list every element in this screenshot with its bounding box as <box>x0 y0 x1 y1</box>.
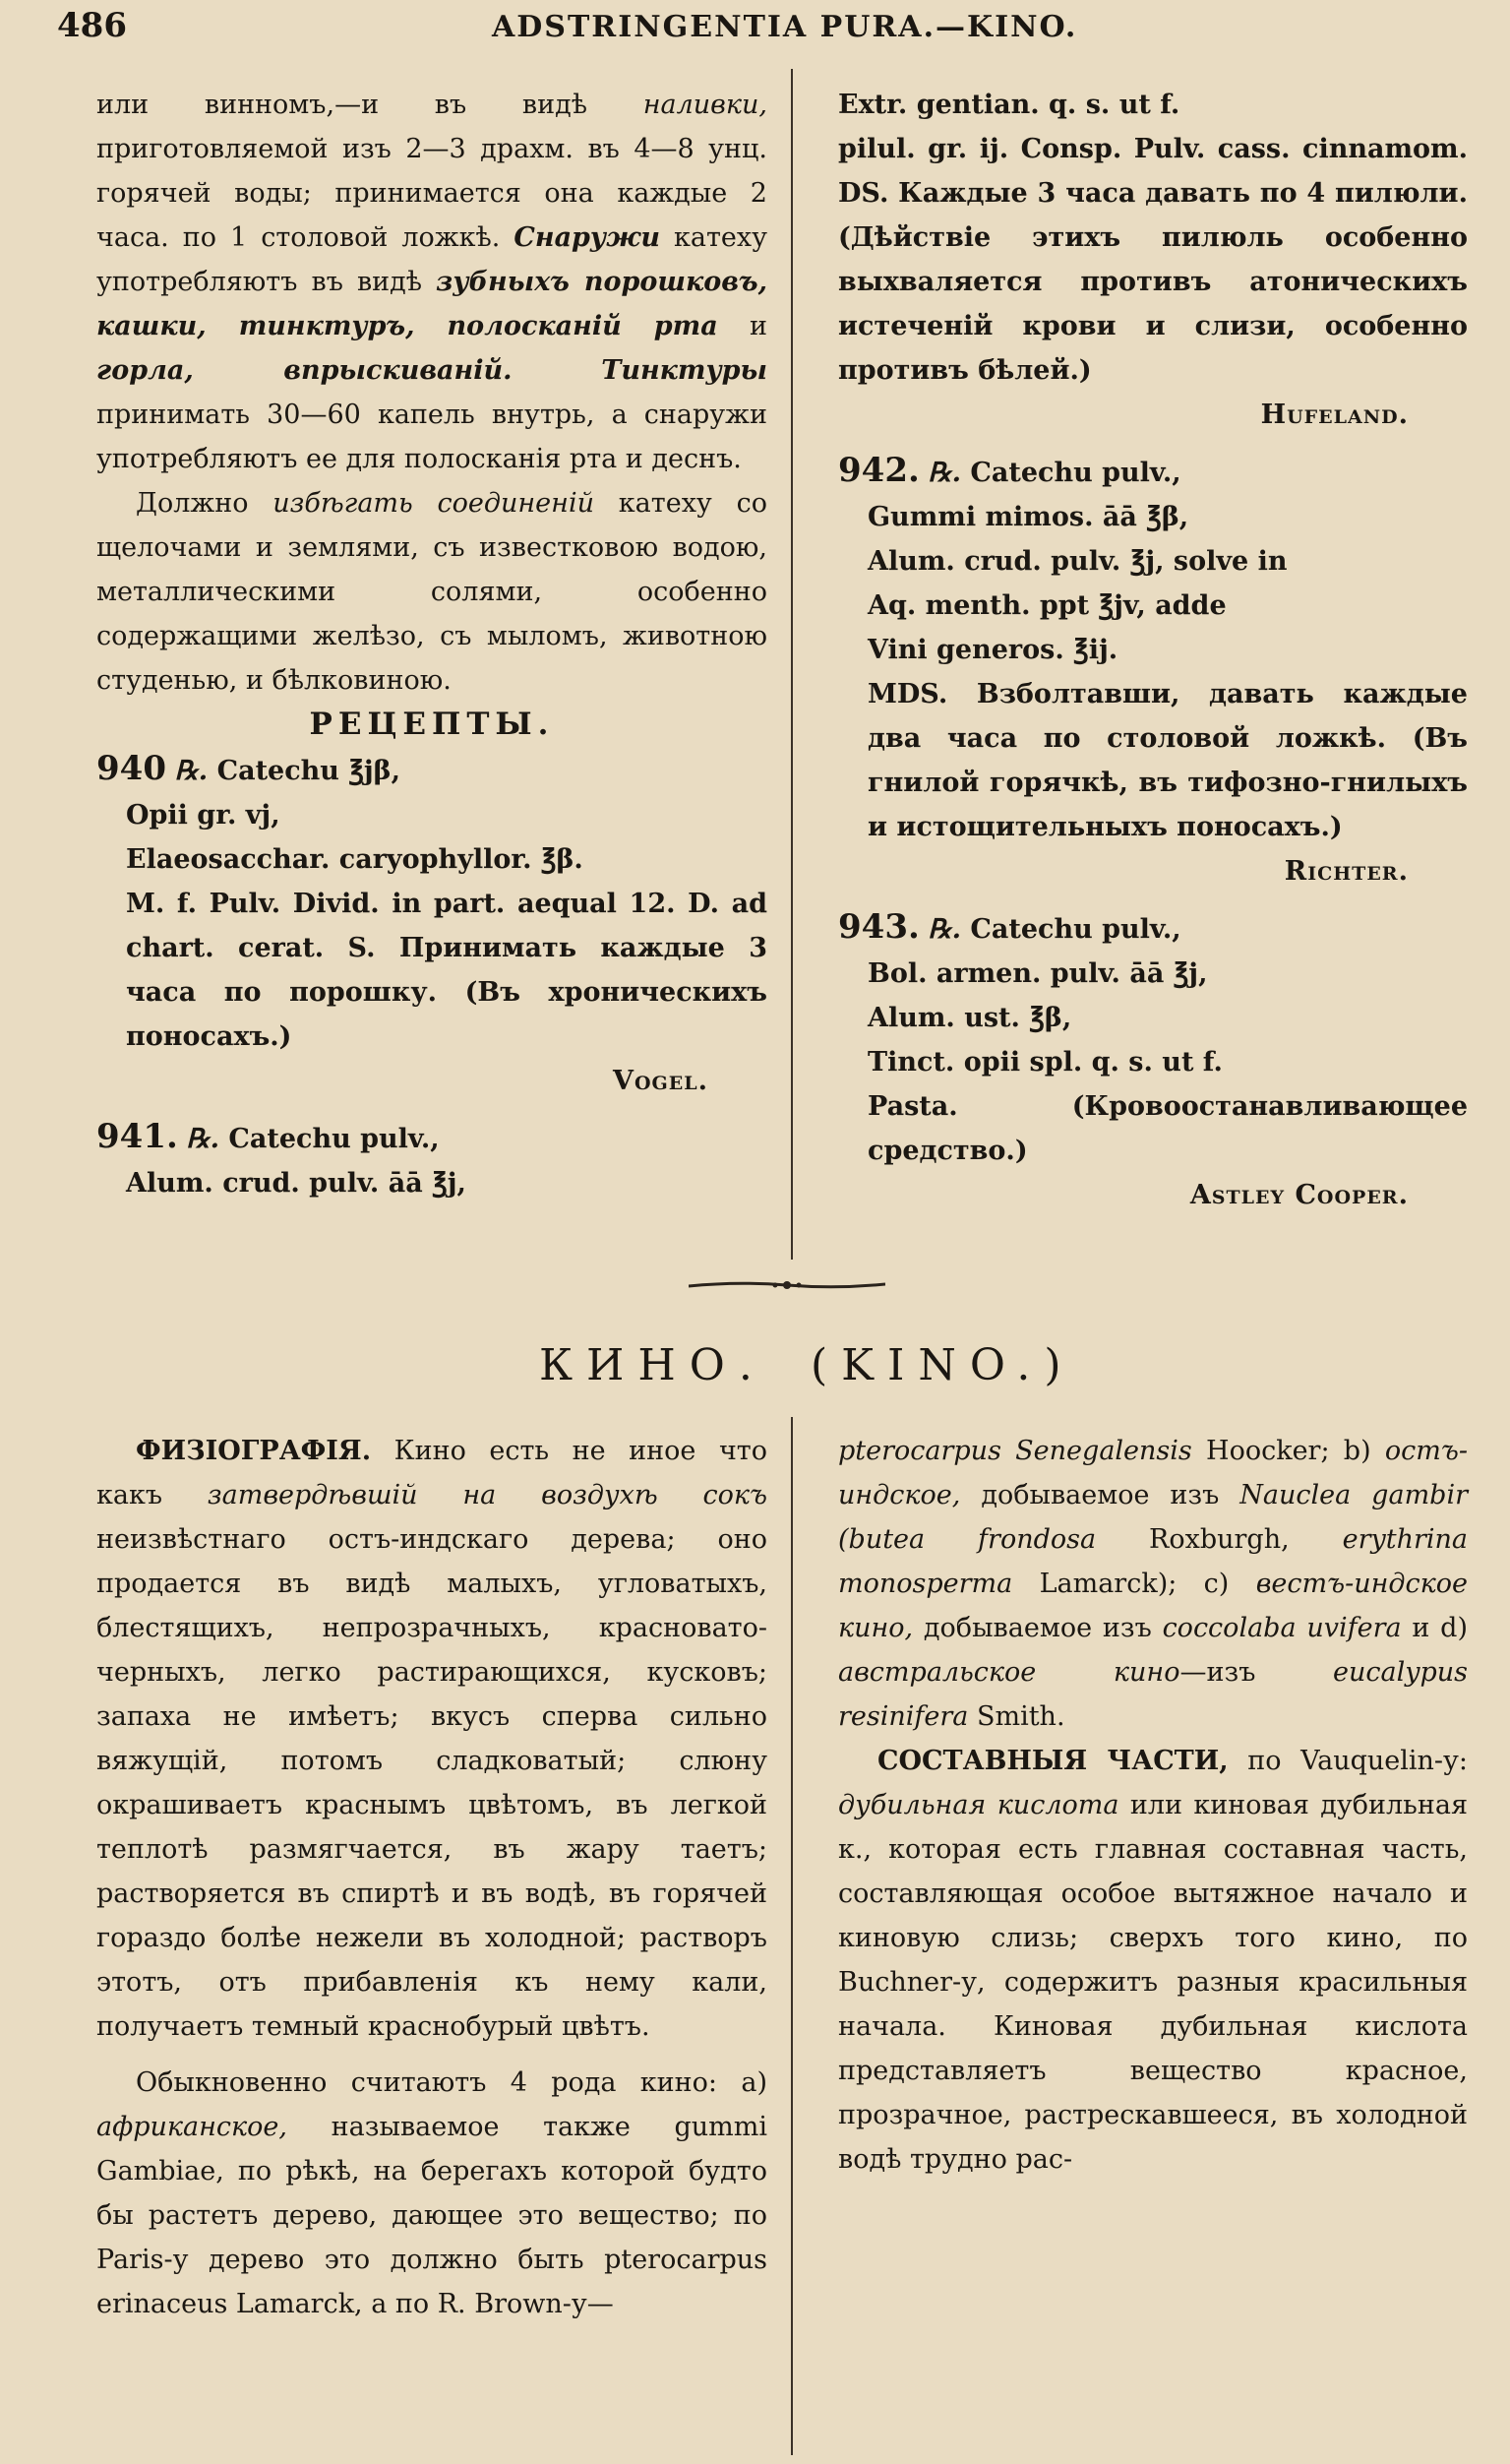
column-divider <box>791 1417 793 2455</box>
ornament-divider-icon <box>689 1277 885 1293</box>
recipe-line: pilul. gr. ij. Consp. Pulv. cass. cinnamom. DS. Каждые 3 часа давать по 4 пилюли. (Дѣйствіе этихъ пилюль особенно выхваляется противъ атоническихъ истеченій крови и слизи, особенно противъ бѣлей.) <box>838 134 1468 386</box>
recipe-941 <box>96 1115 767 1205</box>
text-run: или винномъ,—и въ видѣ <box>96 90 643 120</box>
recipe-line: Extr. gentian. q. s. ut f. <box>838 90 1180 120</box>
paragraph-avoid <box>96 481 767 703</box>
text-run: катеху со щелочами и землями, съ известковою водою, металлическими солями, особенно содержащими желѣзо, съ мыломъ, животною студенью, и бѣлковиною. <box>96 488 767 696</box>
rx-symbol-icon: ℞. <box>174 756 209 786</box>
italic-run: африканское, <box>96 2112 287 2142</box>
italic-run: erythrina monosperma <box>838 1524 1468 1599</box>
rx-symbol-icon: ℞. <box>928 914 962 945</box>
text-run: добываемое изъ <box>960 1480 1240 1510</box>
italic-run: дубильная кислота <box>838 1790 1119 1820</box>
physiography-label: ФИЗІОГРАФІЯ. <box>136 1436 372 1466</box>
running-head: ADSTRINGENTIA PURA.—KINO. <box>492 10 1078 44</box>
recipe-number: 941. <box>96 1117 178 1156</box>
text-run: —изъ <box>1179 1657 1333 1688</box>
text-run <box>513 355 602 386</box>
recipe-number: 943. <box>838 907 920 947</box>
italic-run: Снаружи <box>513 222 660 253</box>
italic-run: вестъ-индское кино, <box>838 1569 1468 1643</box>
recipe-line: Vini generos. ℥ij. <box>868 635 1118 665</box>
paragraph-kinds <box>96 2061 767 2326</box>
recipe-number: 942. <box>838 451 920 490</box>
recipe-line: Alum. crud. pulv. ℥j, solve in <box>868 546 1288 577</box>
italic-run: Nauclea gambir (butea frondosa <box>838 1480 1468 1555</box>
italic-run: австральское кино <box>838 1657 1180 1688</box>
recipe-943 <box>838 905 1468 1217</box>
text-run: неизвѣстнаго остъ-индскаго дерева; оно продается въ видѣ малыхъ, угловатыхъ, блестящихъ, непрозрачныхъ, красновато-черныхъ, легко растирающихся, кусковъ; запаха не имѣетъ; вкусъ сперва сильно вяжущій, потомъ сладковатый; слюну окрашиваетъ краснымъ цвѣтомъ, въ легкой теплотѣ размягчается, въ жару таетъ; растворяется въ спиртѣ и въ водѣ, въ горячей гораздо болѣе нежели въ холодной; растворъ этотъ, отъ прибавленія къ нему кали, получаетъ темный краснобурый цвѣтъ. <box>96 1524 767 2042</box>
recipe-author: Hufeland. <box>1260 400 1409 430</box>
lower-right-column <box>838 1429 1468 2182</box>
upper-right-column <box>838 83 1468 1217</box>
recipe-author: Astley Cooper. <box>1189 1180 1409 1210</box>
text-run: катеху употребляютъ въ видѣ <box>96 222 767 297</box>
section-title <box>0 1340 1510 1409</box>
recipe-line: Tinct. opii spl. q. s. ut f. <box>868 1047 1223 1078</box>
paragraph-physiography <box>96 1429 767 2049</box>
upper-left-column <box>96 83 767 1205</box>
recipe-line: Alum. ust. ℥β, <box>868 1003 1072 1033</box>
italic-run: остъ-индское, <box>838 1436 1468 1510</box>
page-header <box>0 6 1510 55</box>
paragraph-kinds-continued <box>838 1429 1468 1739</box>
text-run: Должно <box>136 488 273 519</box>
page-number: 486 <box>57 6 127 45</box>
text-run: по Vauquelin-у: <box>1228 1746 1468 1776</box>
components-label: СОСТАВНЫЯ ЧАСТИ, <box>877 1746 1229 1776</box>
italic-run: затвердѣвшій на воздухѣ сокъ <box>207 1480 767 1510</box>
recipe-line: Bol. armen. pulv. āā ℥j, <box>868 958 1208 989</box>
italic-run: Тинктуры <box>601 355 767 386</box>
rx-symbol-icon: ℞. <box>186 1124 220 1154</box>
recipe-line: Catechu ℥jβ, <box>208 756 401 786</box>
recipe-number: 940 <box>96 749 166 788</box>
text-run: принимать 30—60 капель внутрь, а снаружи употребляютъ ее для полосканія рта и деснъ. <box>96 400 767 474</box>
text-run: Smith. <box>968 1701 1065 1732</box>
text-run: называемое также gummi Gambiae, по рѣкѣ, на берегахъ которой будто бы растетъ дерево, дающее это вещество; по Paris-у дерево это должно быть pterocarpus erinaceus Lamarck, а по R. Brown-у— <box>96 2112 767 2319</box>
text-run: Lamarck); c) <box>1012 1569 1256 1599</box>
recipe-line: Elaeosacchar. caryophyllor. ℥β. <box>126 844 583 875</box>
recipe-940 <box>96 747 767 1103</box>
recipe-941-continued <box>838 83 1468 437</box>
text-run: приготовляемой изъ 2—3 драхм. въ 4—8 унц. горячей воды; принимается она каждые 2 часа. по 1 столовой ложкѣ. <box>96 134 767 253</box>
recipes-heading: РЕЦЕПТЫ. <box>309 707 555 742</box>
text-run: или киновая дубильная к., которая есть главная составная часть, составляющая особое вытяжное начало и киновую слизь; сверхъ того кино, по Buchner-у, содержитъ разныя красильныя начала. Киновая дубильная кислота представляетъ вещество красное, прозрачное, растрескавшееся, въ холодной водѣ трудно рас- <box>838 1790 1468 2175</box>
italic-run: coccolaba uvifera <box>1162 1613 1402 1643</box>
section-title-russian: КИНО. <box>539 1340 766 1390</box>
rx-symbol-icon: ℞. <box>928 458 962 488</box>
text-run: Roxburgh, <box>1096 1524 1343 1555</box>
recipe-line: Aq. menth. ppt ℥jv, adde <box>868 590 1227 621</box>
italic-run: наливки, <box>642 90 767 120</box>
lower-left-column <box>96 1429 767 2326</box>
recipe-line: Catechu pulv., <box>961 914 1181 945</box>
italic-run: зубныхъ порошковъ, кашки, тинктуръ, полосканій рта <box>96 267 767 341</box>
italic-run: eucalypus resinifera <box>838 1657 1468 1732</box>
paragraph-usage <box>96 83 767 481</box>
text-run: и <box>717 311 767 341</box>
italic-run: pterocarpus Senegalensis <box>838 1436 1192 1466</box>
text-run: Кино есть не иное что какъ <box>96 1436 767 1510</box>
recipe-author: Vogel. <box>613 1066 708 1096</box>
recipe-line: M. f. Pulv. Divid. in part. aequal 12. D. ad chart. cerat. S. Принимать каждые 3 часа по порошку. (Въ хроническихъ поносахъ.) <box>126 889 767 1052</box>
recipe-line: Catechu pulv., <box>219 1124 440 1154</box>
recipe-942 <box>838 449 1468 893</box>
italic-run: избѣгать соединеній <box>272 488 594 519</box>
recipe-line: Pasta. (Кровоостанавливающее средство.) <box>868 1091 1468 1166</box>
recipe-line: Opii gr. vj, <box>126 800 280 831</box>
recipe-line: Alum. crud. pulv. āā ℥j, <box>126 1168 466 1199</box>
paragraph-components <box>838 1739 1468 2182</box>
italic-run: горла, впрыскиваній. <box>96 355 513 386</box>
text-run: добываемое изъ <box>913 1613 1163 1643</box>
column-divider <box>791 69 793 1260</box>
text-run: Hoocker; b) <box>1191 1436 1385 1466</box>
recipe-line: Catechu pulv., <box>961 458 1181 488</box>
recipe-author: Richter. <box>1284 856 1409 887</box>
section-title-latin: (KINO.) <box>811 1340 1075 1390</box>
recipe-line: MDS. Взболтавши, давать каждые два часа по столовой ложкѣ. (Въ гнилой горячкѣ, въ тифозно-гнилыхъ и истощительныхъ поносахъ.) <box>868 679 1468 842</box>
recipe-line: Gummi mimos. āā ℥β, <box>868 502 1189 532</box>
text-run: Обыкновенно считаютъ 4 рода кино: a) <box>136 2067 767 2098</box>
text-run: и d) <box>1401 1613 1469 1643</box>
